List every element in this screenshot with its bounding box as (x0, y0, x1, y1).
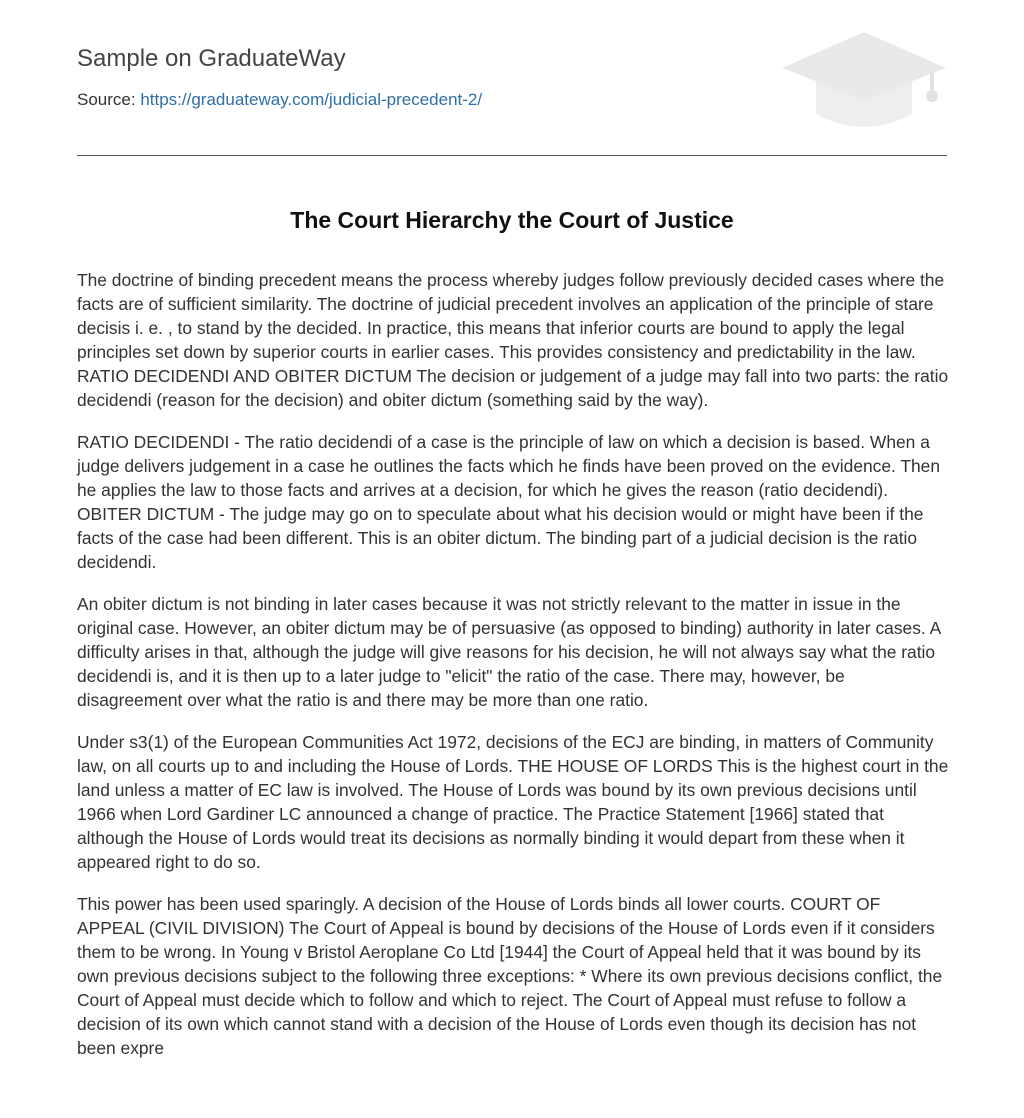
paragraph: An obiter dictum is not binding in later cases because it was not strictly relevant to the matter in issue in the original case. However, an obiter dictum may be of persuasive (as opposed to binding) authority in later cases. A difficulty arises in that, although the judge will give reasons for his decision, he will not always say what the ratio decidendi is, and it is then up to a later judge to "elicit" the ratio of the case. There may, however, be disagreement over what the ratio is and there may be more than one ratio. (77, 594, 941, 710)
paragraph: This power has been used sparingly. A decision of the House of Lords binds all lower courts. COURT OF APPEAL (CIVIL DIVISION) The Court of Appeal is bound by decisions of the House of Lords even if it considers them to be wrong. In Young v Bristol Aeroplane Co Ltd [1944] the Court of Appeal held that it was bound by its own previous decisions subject to the following three exceptions: * Where its own previous decisions conflict, the Court of Appeal must decide which to follow and which to reject. The Court of Appeal must refuse to follow a decision of its own which cannot stand with a decision of the House of Lords even though its decision has not been expre (77, 894, 943, 1058)
source-label: Source: (77, 90, 136, 109)
document-body (77, 268, 949, 1078)
paragraph: RATIO DECIDENDI - The ratio decidendi of a case is the principle of law on which a decision is based. When a judge delivers judgement in a case he outlines the facts which he finds have been proved on the evidence. Then he applies the law to those facts and arrives at a decision, for which he gives the reason (ratio decidendi). OBITER DICTUM - The judge may go on to speculate about what his decision would or might have been if the facts of the case had been different. This is an obiter dictum. The binding part of a judicial decision is the ratio decidendi. (77, 432, 941, 572)
page-header (77, 0, 947, 156)
paragraph: The doctrine of binding precedent means the process whereby judges follow previously decided cases where the facts are of sufficient similarity. The doctrine of judicial precedent involves an application of the principle of stare decisis i. e. , to stand by the decided. In practice, this means that inferior courts are bound to apply the legal principles set down by superior courts in earlier cases. This provides consistency and predictability in the law. RATIO DECIDENDI AND OBITER DICTUM The decision or judgement of a judge may fall into two parts: the ratio decidendi (reason for the decision) and obiter dictum (something said by the way). (77, 270, 949, 410)
header-divider (77, 155, 947, 156)
graduation-cap-icon (780, 28, 948, 134)
document-title: The Court Hierarchy the Court of Justice (290, 207, 734, 233)
source-line (77, 89, 482, 111)
site-title: Sample on GraduateWay (77, 45, 346, 72)
source-link[interactable]: https://graduateway.com/judicial-precedent-2/ (140, 90, 483, 109)
paragraph: Under s3(1) of the European Communities Act 1972, decisions of the ECJ are binding, in matters of Community law, on all courts up to and including the House of Lords. THE HOUSE OF LORDS This is the highest court in the land unless a matter of EC law is involved. The House of Lords was bound by its own previous decisions until 1966 when Lord Gardiner LC announced a change of practice. The Practice Statement [1966] stated that although the House of Lords would treat its decisions as normally binding it would depart from these when it appeared right to do so. (77, 732, 949, 872)
